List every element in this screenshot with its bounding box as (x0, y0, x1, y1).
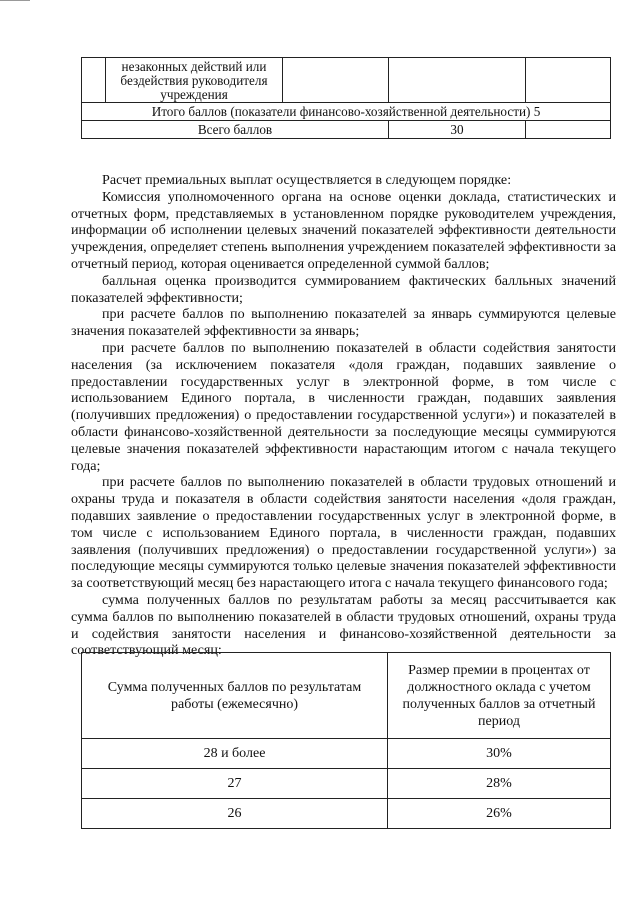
paragraph-commission: Комиссия уполномоченного органа на основе оценки доклада, статистических и отчетных форм, представляемых в установленном порядке руководителем учреждения, информации об исполнении целевых значений показателей эффективности деятельности учреждения, определяет степень выполнения учреждением показателей эффективности за отчетный период, которая оценивается определенной суммой баллов; (71, 188, 616, 272)
table-cell-empty (389, 58, 526, 103)
cell-points: 28 и более (82, 739, 388, 769)
table-row (82, 799, 611, 829)
bonus-table (81, 652, 611, 829)
table-cell-empty (526, 58, 611, 103)
indicators-table-fragment (81, 57, 611, 139)
table-cell-empty (283, 58, 389, 103)
cell-percent: 30% (388, 739, 611, 769)
table-row (82, 58, 611, 103)
subtotal-label: Итого баллов (показатели финансово-хозяйственной деятельности) 5 (82, 103, 611, 121)
document-body (71, 172, 616, 659)
paragraph-intro: Расчет премиальных выплат осуществляется в следующем порядке: (102, 172, 512, 188)
cell-points: 26 (82, 799, 388, 829)
cell-points: 27 (82, 769, 388, 799)
total-value: 30 (389, 121, 526, 139)
cell-percent: 28% (388, 769, 611, 799)
paragraph-january: при расчете баллов по выполнению показателей за январь суммируются целевые значения показателей эффективности за январь; (71, 306, 616, 340)
paragraph-labor: при расчете баллов по выполнению показателей в области трудовых отношений и охраны труда и показателя в области содействия занятости населения «доля граждан, подавших заявление о предоставлении государственных услуг в электронной форме, в том числе с использованием Единого портала, в численности граждан, подавших заявления (получивших предложения) о предоставлении государственной услуги») за последующие месяцы суммируются только целевые значения показателей эффективности за соответствующий месяц без нарастающего итога с начала текущего финансового года; (71, 474, 616, 592)
subtotal-row (82, 103, 611, 121)
total-row (82, 121, 611, 139)
header-points: Сумма полученных баллов по результатам работы (ежемесячно) (82, 653, 388, 739)
table-cell-criterion: незаконных действий или бездействия руководителя учреждения (106, 58, 283, 103)
cell-percent: 26% (388, 799, 611, 829)
table-header-row (82, 653, 611, 739)
table-cell-number (82, 58, 106, 103)
header-percent: Размер премии в процентах от должностного оклада с учетом полученных баллов за отчетный период (388, 653, 611, 739)
table-row (82, 739, 611, 769)
total-label: Всего баллов (82, 121, 389, 139)
paragraph-monthly-sum: сумма полученных баллов по результатам работы за месяц рассчитывается как сумма баллов по выполнению показателей в области трудовых отношений, охраны труда и содействия занятости населения и финансово-хозяйственной деятельности за соответствующий месяц: (71, 591, 616, 659)
table-cell-empty (526, 121, 611, 139)
scan-edge-mark (0, 0, 30, 1)
table-row (82, 769, 611, 799)
paragraph-scoring: балльная оценка производится суммированием фактических балльных значений показателей эффективности; (71, 272, 616, 306)
paragraph-employment: при расчете баллов по выполнению показателей в области содействия занятости населения (за исключением показателя «доля граждан, подавших заявление о предоставлении государственных услуг в электронной форме, в том числе с использованием Единого портала, в численности граждан, подавших заявления (получивших предложения) о предоставлении государственной услуги») и показателей в области финансово-хозяйственной деятельности за последующие месяцы суммируются целевые значения показателей эффективности нарастающим итогом с начала текущего года; (71, 339, 616, 474)
